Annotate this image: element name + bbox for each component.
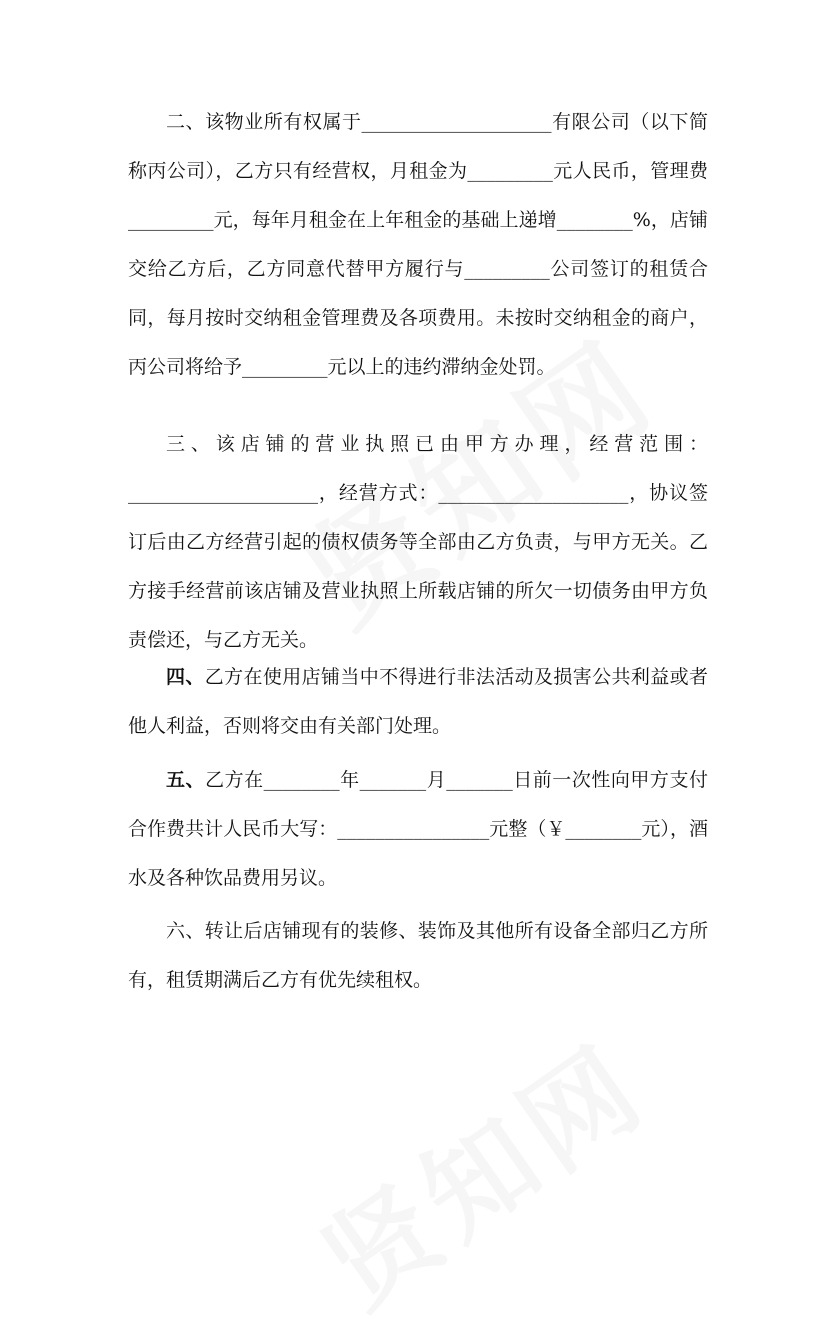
watermark-bottom bbox=[287, 1001, 673, 1337]
clause-6-text: 六、转让后店铺现有的装修、装饰及其他所有设备全部归乙方所有，租赁期满后乙方有优先续租权。 bbox=[128, 920, 708, 991]
clause-3 bbox=[128, 420, 708, 665]
clause-2-text: 二、该物业所有权属于____________________有限公司（以下简称丙公司），乙方只有经营权，月租金为_________元人民币，管理费_________元，每年月租金在上年租金的基础上递增________%，店铺交给乙方后，乙方同意代替甲方履行与_________公司签订的租赁合同，每月按时交纳租金管理费及各项费用。未按时交纳租金的商户，丙公司将给予_________元以上的违约滞纳金处罚。 bbox=[128, 111, 708, 378]
clause-5-lead: 五、 bbox=[166, 769, 206, 791]
clause-5-text: 乙方在________年_______月_______日前一次性向甲方支付合作费共计人民币大写：________________元整（￥________元），酒水及各种饮品费用另议。 bbox=[128, 769, 708, 889]
clause-4-text: 乙方在使用店铺当中不得进行非法活动及损害公共利益或者他人利益，否则将交由有关部门处理。 bbox=[128, 666, 708, 737]
clause-3-text: 三、该店铺的营业执照已由甲方办理，经营范围：____________________，经营方式：____________________，协议签订后由乙方经营引起的债权债务等全部由乙方负责，与甲方无关。乙方接手经营前该店铺及营业执照上所载店铺的所欠一切债务由甲方负责偿还，与乙方无关。 bbox=[128, 433, 708, 651]
clause-5 bbox=[128, 756, 708, 903]
clause-6 bbox=[128, 907, 708, 1005]
clause-4-lead: 四、 bbox=[166, 666, 205, 688]
clause-2 bbox=[128, 98, 708, 392]
clause-4 bbox=[128, 653, 708, 751]
